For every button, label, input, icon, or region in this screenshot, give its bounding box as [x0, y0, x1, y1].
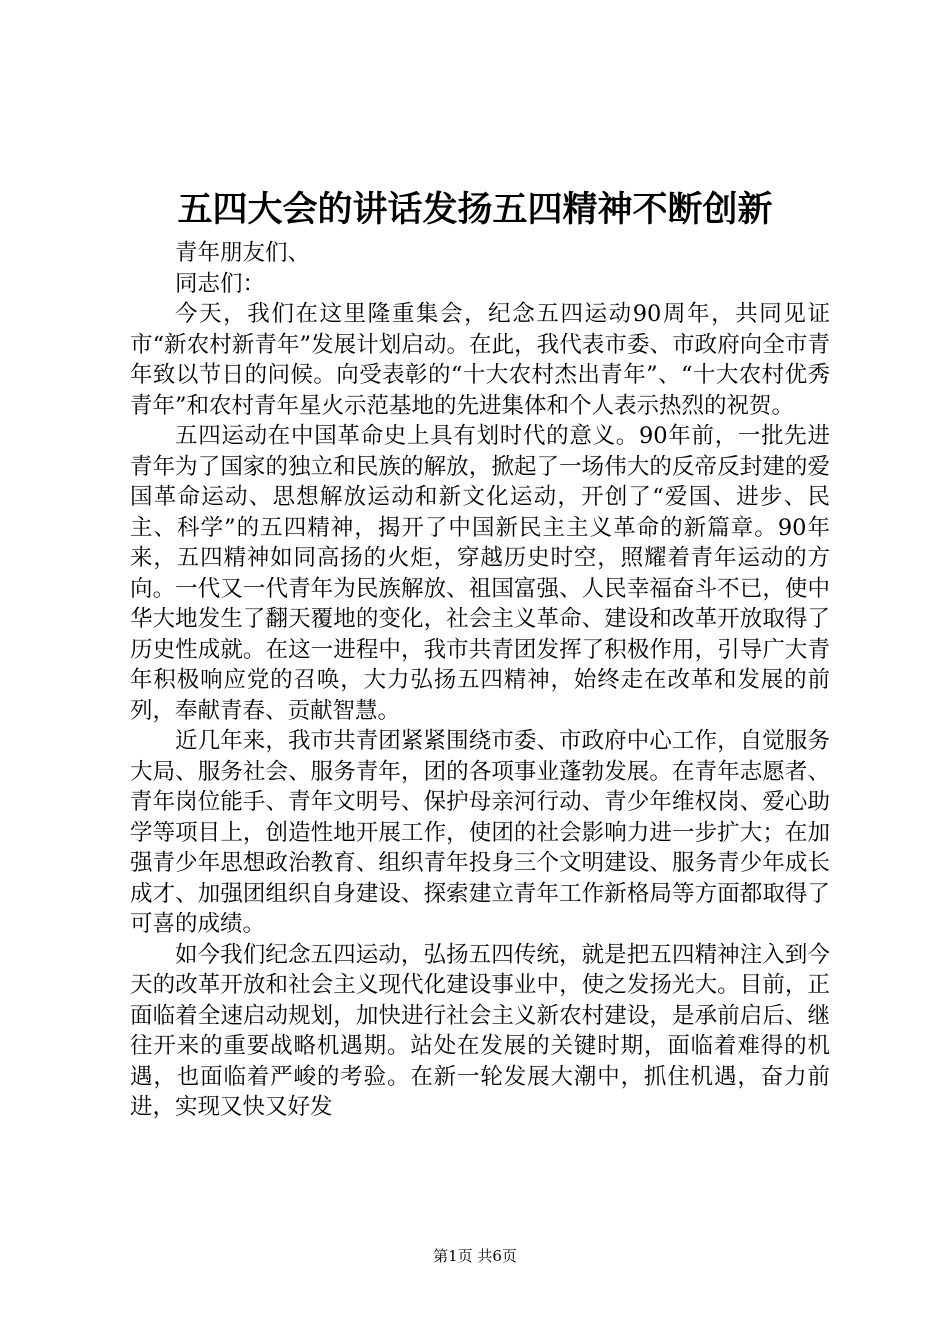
salutation-line: 青年朋友们、	[175, 240, 311, 266]
document-title: 五四大会的讲话发扬五四精神不断创新	[177, 189, 773, 230]
page-number-footer: 第1页 共6页	[433, 1247, 517, 1265]
body-paragraph: 如今我们纪念五四运动，弘扬五四传统，就是把五四精神注入到今天的改革开放和社会主义现代化建设事业中，使之发扬光大。目前，正面临着全速启动规划，加快进行社会主义新农村建设，是承前启后、继往开来的重要战略机遇期。站处在发展的关键时期，面临着难得的机遇，也面临着严峻的考验。在新一轮发展大潮中，抓住机遇，奋力前进，实现又快又好发	[130, 941, 830, 1120]
body-paragraph: 今天，我们在这里隆重集会，纪念五四运动90周年，共同见证市“新农村新青年”发展计划启动。在此，我代表市委、市政府向全市青年致以节日的问候。向受表彰的“十大农村杰出青年”、“十大农村优秀青年”和农村青年星火示范基地的先进集体和个人表示热烈的祝贺。	[130, 301, 830, 419]
body-paragraph: 五四运动在中国革命史上具有划时代的意义。90年前，一批先进青年为了国家的独立和民族的解放，掀起了一场伟大的反帝反封建的爱国革命运动、思想解放运动和新文化运动，开创了“爱国、进步、民主、科学”的五四精神，揭开了中国新民主主义革命的新篇章。90年来，五四精神如同高扬的火炬，穿越历史时空，照耀着青年运动的方向。一代又一代青年为民族解放、祖国富强、人民幸福奋斗不已，使中华大地发生了翻天覆地的变化，社会主义革命、建设和改革开放取得了历史性成就。在这一进程中，我市共青团发挥了积极作用，引导广大青年积极响应党的召唤，大力弘扬五四精神，始终走在改革和发展的前列，奉献青春、贡献智慧。	[130, 423, 830, 724]
document-body	[130, 238, 830, 1123]
body-paragraph: 近几年来，我市共青团紧紧围绕市委、市政府中心工作，自觉服务大局、服务社会、服务青年，团的各项事业蓬勃发展。在青年志愿者、青年岗位能手、青年文明号、保护母亲河行动、青少年维权岗、爱心助学等项目上，创造性地开展工作，使团的社会影响力进一步扩大；在加强青少年思想政治教育、组织青年投身三个文明建设、服务青少年成长成才、加强团组织自身建设、探索建立青年工作新格局等方面都取得了可喜的成绩。	[130, 728, 830, 937]
salutation-line: 同志们：	[175, 270, 266, 297]
